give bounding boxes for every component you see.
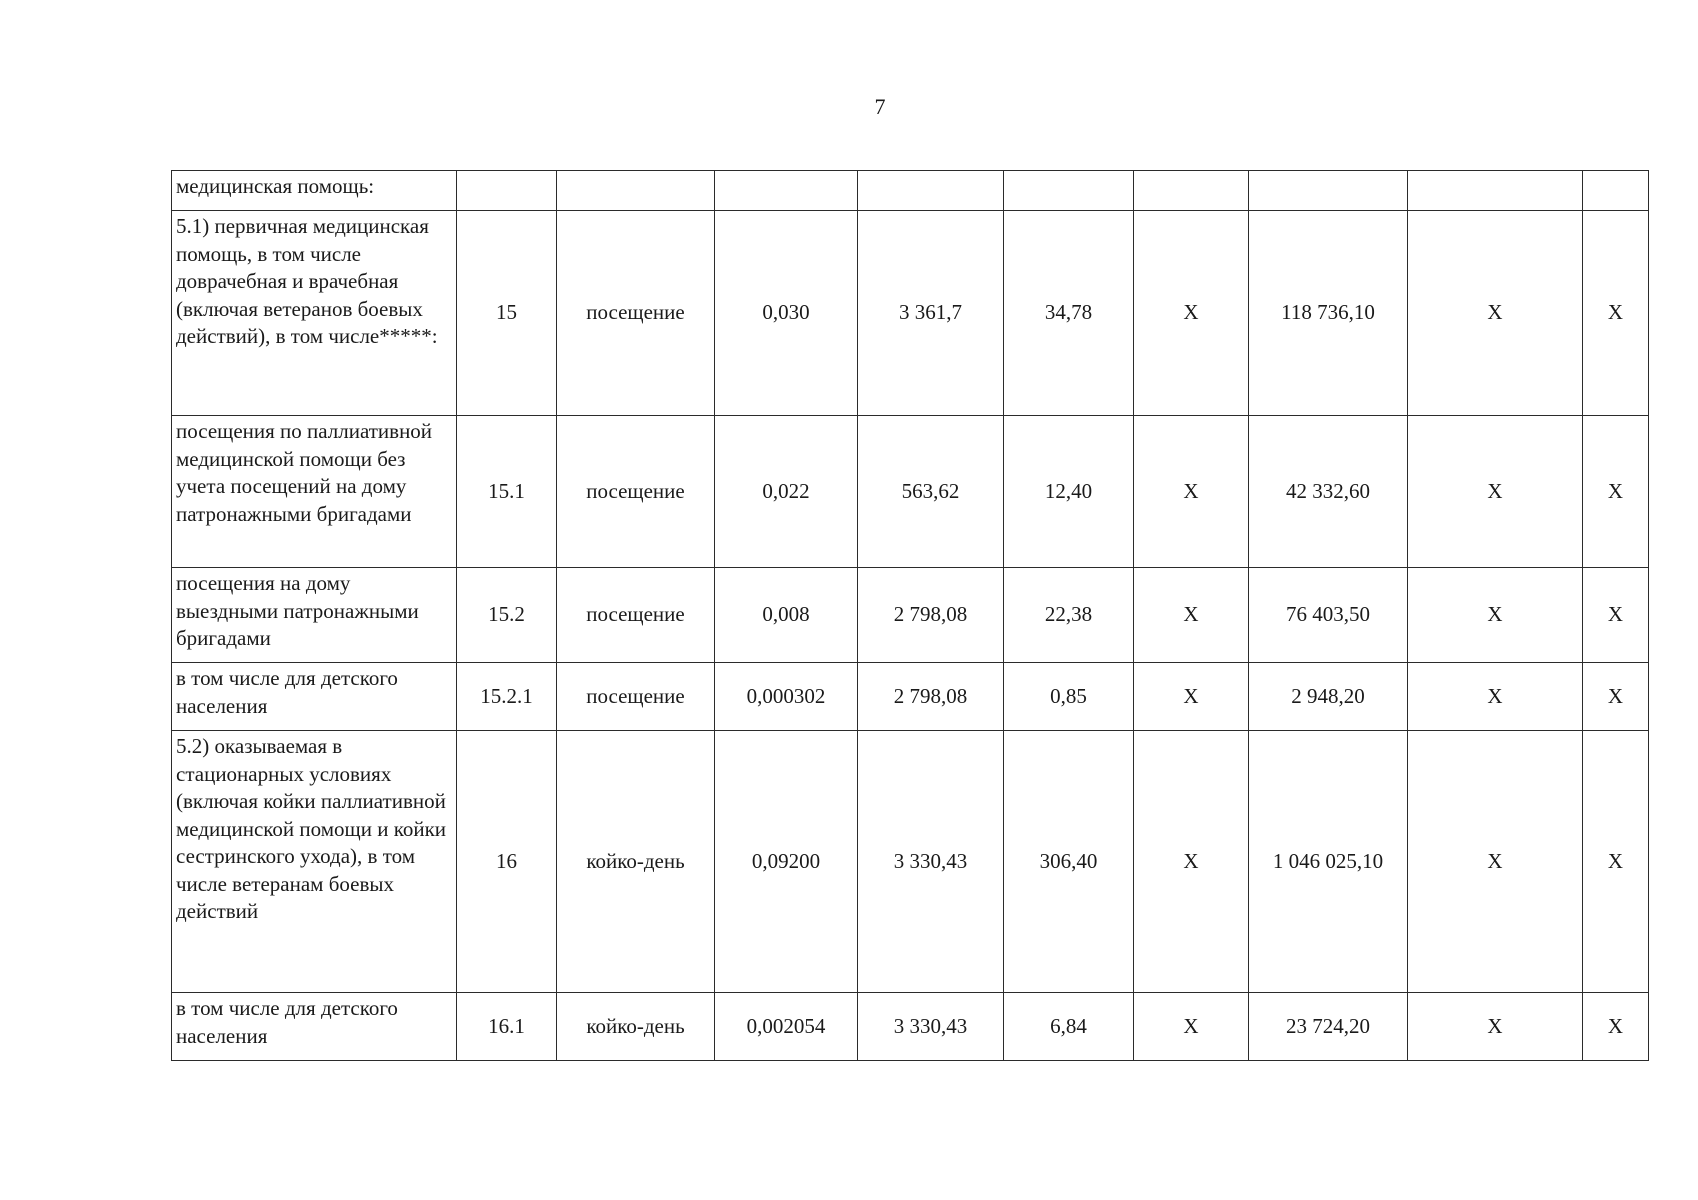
- row-number-cell: 16: [457, 731, 557, 993]
- column-9-cell: [1408, 171, 1583, 211]
- column-7-cell: X: [1134, 568, 1249, 663]
- table-row: [172, 416, 1649, 568]
- column-7-cell: X: [1134, 663, 1249, 731]
- column-10-cell: X: [1583, 211, 1649, 416]
- table-row: [172, 171, 1649, 211]
- column-9-cell: X: [1408, 993, 1583, 1061]
- total-cell: 23 724,20: [1249, 993, 1408, 1061]
- cost-cell: 563,62: [858, 416, 1004, 568]
- column-10-cell: X: [1583, 993, 1649, 1061]
- column-7-cell: X: [1134, 731, 1249, 993]
- norm-cell: 0,000302: [715, 663, 858, 731]
- table-body: [172, 171, 1649, 1061]
- row-number-cell: 15: [457, 211, 557, 416]
- column-7-cell: X: [1134, 416, 1249, 568]
- total-cell: 42 332,60: [1249, 416, 1408, 568]
- cost-cell: 2 798,08: [858, 568, 1004, 663]
- row-name-cell: в том числе для детского населения: [172, 993, 457, 1061]
- unit-cell: койко-день: [557, 731, 715, 993]
- unit-cell: посещение: [557, 211, 715, 416]
- cost-cell: 3 330,43: [858, 731, 1004, 993]
- cost-cell: 2 798,08: [858, 663, 1004, 731]
- column-10-cell: [1583, 171, 1649, 211]
- row-name-cell: посещения на дому выездными патронажными бригадами: [172, 568, 457, 663]
- cost-table: [171, 170, 1649, 1061]
- per-capita-cell: 0,85: [1004, 663, 1134, 731]
- norm-cell: 0,09200: [715, 731, 858, 993]
- total-cell: 1 046 025,10: [1249, 731, 1408, 993]
- column-10-cell: X: [1583, 416, 1649, 568]
- cost-cell: 3 361,7: [858, 211, 1004, 416]
- row-name-cell: 5.1) первичная медицинская помощь, в том числе доврачебная и врачебная (включая ветеранов боевых действий), в том числе*****:: [172, 211, 457, 416]
- per-capita-cell: 306,40: [1004, 731, 1134, 993]
- norm-cell: 0,008: [715, 568, 858, 663]
- total-cell: 76 403,50: [1249, 568, 1408, 663]
- column-9-cell: X: [1408, 416, 1583, 568]
- row-name-cell: в том числе для детского населения: [172, 663, 457, 731]
- column-9-cell: X: [1408, 211, 1583, 416]
- norm-cell: 0,030: [715, 211, 858, 416]
- unit-cell: [557, 171, 715, 211]
- per-capita-cell: 12,40: [1004, 416, 1134, 568]
- page-number: 7: [874, 94, 886, 119]
- row-number-cell: 15.2: [457, 568, 557, 663]
- column-10-cell: X: [1583, 568, 1649, 663]
- unit-cell: посещение: [557, 568, 715, 663]
- norm-cell: [715, 171, 858, 211]
- table-row: [172, 568, 1649, 663]
- row-name-cell: посещения по паллиативной медицинской помощи без учета посещений на дому патронажными бригадами: [172, 416, 457, 568]
- unit-cell: койко-день: [557, 993, 715, 1061]
- row-number-cell: 15.2.1: [457, 663, 557, 731]
- per-capita-cell: 22,38: [1004, 568, 1134, 663]
- table-row: [172, 993, 1649, 1061]
- unit-cell: посещение: [557, 663, 715, 731]
- row-number-cell: 15.1: [457, 416, 557, 568]
- unit-cell: посещение: [557, 416, 715, 568]
- row-number-cell: 16.1: [457, 993, 557, 1061]
- norm-cell: 0,002054: [715, 993, 858, 1061]
- table-row: [172, 663, 1649, 731]
- cost-cell: [858, 171, 1004, 211]
- per-capita-cell: 6,84: [1004, 993, 1134, 1061]
- row-name-cell: 5.2) оказываемая в стационарных условиях (включая койки паллиативной медицинской помощи и койки сестринского ухода), в том числе ветеранам боевых действий: [172, 731, 457, 993]
- cost-cell: 3 330,43: [858, 993, 1004, 1061]
- table-row: [172, 731, 1649, 993]
- per-capita-cell: 34,78: [1004, 211, 1134, 416]
- column-9-cell: X: [1408, 663, 1583, 731]
- total-cell: [1249, 171, 1408, 211]
- table-row: [172, 211, 1649, 416]
- column-10-cell: X: [1583, 663, 1649, 731]
- total-cell: 118 736,10: [1249, 211, 1408, 416]
- column-7-cell: [1134, 171, 1249, 211]
- row-name-cell: медицинская помощь:: [172, 171, 457, 211]
- column-9-cell: X: [1408, 568, 1583, 663]
- row-number-cell: [457, 171, 557, 211]
- column-10-cell: X: [1583, 731, 1649, 993]
- total-cell: 2 948,20: [1249, 663, 1408, 731]
- column-7-cell: X: [1134, 211, 1249, 416]
- column-9-cell: X: [1408, 731, 1583, 993]
- per-capita-cell: [1004, 171, 1134, 211]
- norm-cell: 0,022: [715, 416, 858, 568]
- column-7-cell: X: [1134, 993, 1249, 1061]
